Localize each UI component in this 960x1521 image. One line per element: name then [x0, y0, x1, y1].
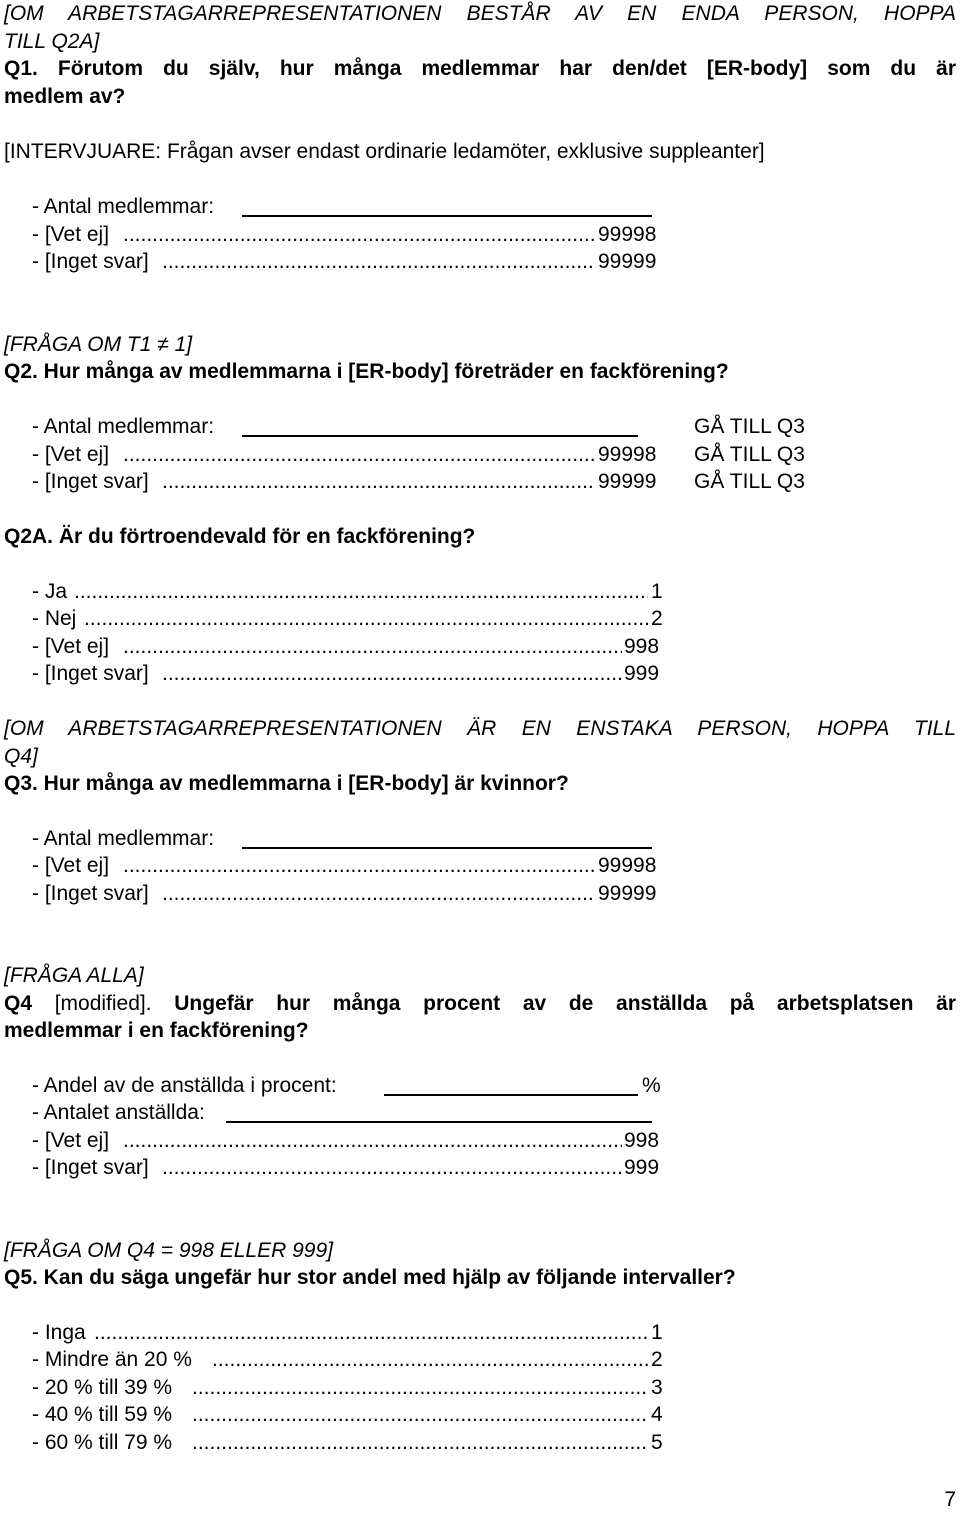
- q1-routing-instruction: [OM ARBETSTAGARREPRESENTATIONEN BESTÅR AV EN ENDA PERSON, HOPPA: [4, 2, 956, 25]
- q4-share-label: - Andel av de anställda i procent:: [32, 1074, 337, 1097]
- option-code: 5: [651, 1431, 663, 1454]
- option-label: - [Vet ej]: [32, 223, 110, 246]
- q4-share-blank[interactable]: [384, 1094, 638, 1096]
- q2a-question: Q2A. Är du förtroendevald för en fackförening?: [4, 525, 476, 548]
- q1-interviewer-note: [INTERVJUARE: Frågan avser endast ordinarie ledamöter, exklusive suppleanter]: [4, 140, 765, 163]
- leader-dots: [192, 1429, 648, 1457]
- q4-employees-blank[interactable]: [226, 1121, 652, 1123]
- option-code: 998: [624, 1129, 660, 1152]
- q4-question-cont: medlemmar i en fackförening?: [4, 1019, 309, 1042]
- leader-dots: [192, 1401, 648, 1429]
- q3-routing-instruction-cont: Q4]: [4, 745, 38, 768]
- leader-dots: [162, 660, 622, 688]
- option-code: 999: [624, 662, 660, 685]
- leader-dots: [74, 578, 648, 606]
- option-label: - [Vet ej]: [32, 443, 110, 466]
- leader-dots: [192, 1374, 648, 1402]
- option-label: - [Inget svar]: [32, 662, 149, 685]
- q1-question: Q1. Förutom du själv, hur många medlemmar har den/det [ER-body] som du är: [4, 57, 956, 80]
- option-label: - 60 % till 79 %: [32, 1431, 173, 1454]
- option-label: - [Inget svar]: [32, 250, 149, 273]
- option-label: - Mindre än 20 %: [32, 1348, 192, 1371]
- option-label: - [Inget svar]: [32, 470, 149, 493]
- leader-dots: [162, 1154, 622, 1182]
- option-code: 99998: [598, 854, 657, 877]
- option-code: 99999: [598, 250, 657, 273]
- q3-count-label: - Antal medlemmar:: [32, 827, 215, 850]
- leader-dots: [162, 468, 595, 496]
- q4-question-text: Ungefär hur många procent av de anställda på arbetsplatsen är: [151, 992, 956, 1015]
- q2-goto: GÅ TILL Q3: [694, 415, 805, 438]
- option-code: 2: [651, 1348, 663, 1371]
- q4-question: [4, 990, 956, 1018]
- q2-count-label: - Antal medlemmar:: [32, 415, 215, 438]
- leader-dots: [123, 441, 595, 469]
- q4-number: Q4: [4, 992, 33, 1015]
- option-label: - [Vet ej]: [32, 1129, 110, 1152]
- option-label: - 20 % till 39 %: [32, 1376, 173, 1399]
- option-code: 1: [651, 1321, 663, 1344]
- page-number: 7: [944, 1488, 956, 1511]
- leader-dots: [123, 852, 595, 880]
- option-label: - [Vet ej]: [32, 635, 110, 658]
- leader-dots: [123, 633, 622, 661]
- option-label: - Ja: [32, 580, 68, 603]
- option-code: 99998: [598, 223, 657, 246]
- q3-routing-instruction: [OM ARBETSTAGARREPRESENTATIONEN ÄR EN ENSTAKA PERSON, HOPPA TILL: [4, 717, 956, 740]
- option-label: - 40 % till 59 %: [32, 1403, 173, 1426]
- leader-dots: [94, 1319, 648, 1347]
- option-code: 99998: [598, 443, 657, 466]
- q1-count-blank[interactable]: [242, 215, 652, 217]
- leader-dots: [123, 221, 595, 249]
- option-label: - [Inget svar]: [32, 882, 149, 905]
- q2-routing-instruction: [FRÅGA OM T1 ≠ 1]: [4, 333, 193, 356]
- option-code: 999: [624, 1156, 660, 1179]
- leader-dots: [123, 1127, 622, 1155]
- q2-question: Q2. Hur många av medlemmarna i [ER-body] företräder en fackförening?: [4, 360, 729, 383]
- q1-routing-instruction-cont: TILL Q2A]: [4, 30, 100, 53]
- option-code: 99999: [598, 882, 657, 905]
- q5-routing-instruction: [FRÅGA OM Q4 = 998 ELLER 999]: [4, 1239, 333, 1262]
- option-code: 998: [624, 635, 660, 658]
- q4-employees-label: - Antalet anställda:: [32, 1101, 205, 1124]
- leader-dots: [162, 880, 595, 908]
- option-label: - [Inget svar]: [32, 1156, 149, 1179]
- q3-count-blank[interactable]: [242, 847, 652, 849]
- option-code: 99999: [598, 470, 657, 493]
- q2-count-blank[interactable]: [242, 435, 638, 437]
- leader-dots: [84, 605, 648, 633]
- q4-modified-note: [modified].: [32, 992, 152, 1015]
- option-label: - Inga: [32, 1321, 86, 1344]
- option-label: - [Vet ej]: [32, 854, 110, 877]
- option-label: - Nej: [32, 607, 77, 630]
- q5-question: Q5. Kan du säga ungefär hur stor andel med hjälp av följande intervaller?: [4, 1266, 736, 1289]
- percent-sign: %: [642, 1074, 661, 1097]
- q4-routing-instruction: [FRÅGA ALLA]: [4, 964, 144, 987]
- q3-question: Q3. Hur många av medlemmarna i [ER-body] är kvinnor?: [4, 772, 569, 795]
- leader-dots: [212, 1346, 648, 1374]
- option-goto: GÅ TILL Q3: [694, 470, 805, 493]
- option-code: 3: [651, 1376, 663, 1399]
- q1-count-label: - Antal medlemmar:: [32, 195, 215, 218]
- option-code: 2: [651, 607, 663, 630]
- option-code: 1: [651, 580, 663, 603]
- option-code: 4: [651, 1403, 663, 1426]
- option-goto: GÅ TILL Q3: [694, 443, 805, 466]
- leader-dots: [162, 248, 595, 276]
- q1-question-cont: medlem av?: [4, 85, 126, 108]
